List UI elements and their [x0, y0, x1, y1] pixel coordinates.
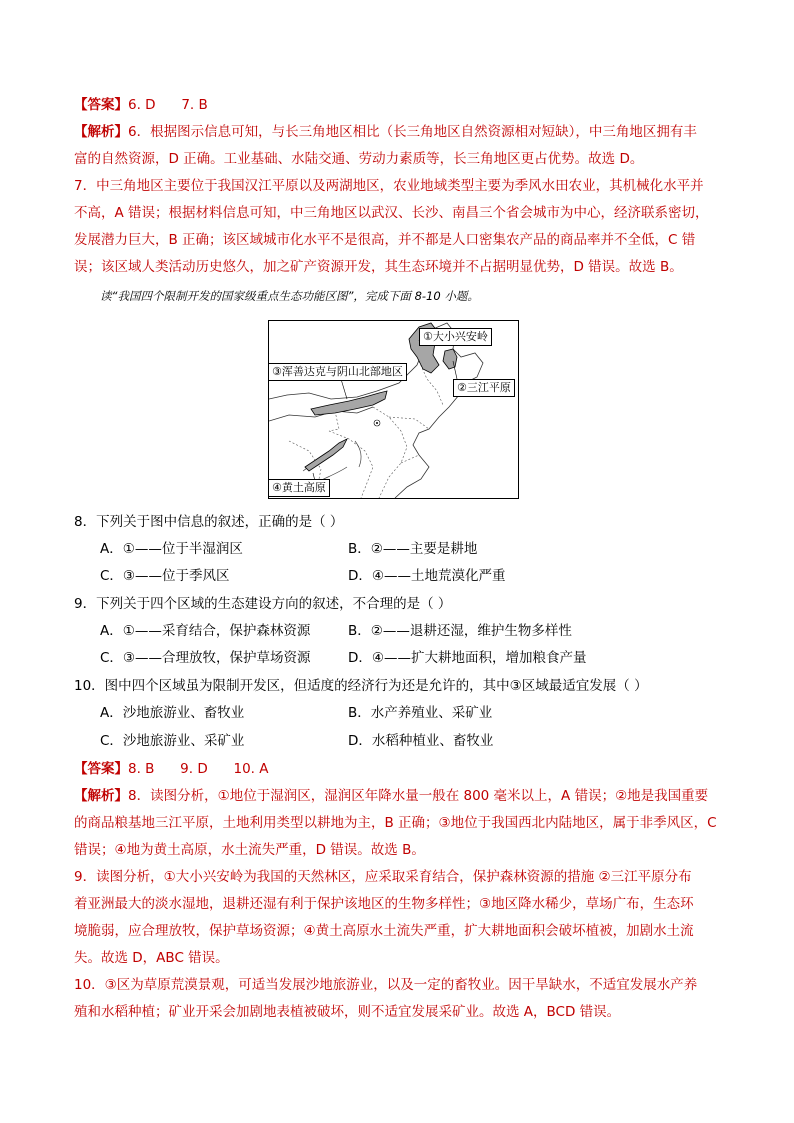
analysis-label: 【解析】 — [74, 788, 128, 804]
analysis-line: 殖和水稻种植；矿业开采会加剧地表植被破坏，则不适宜发展采矿业。故选 A，BCD 错误。 — [74, 1004, 621, 1020]
region-2-shape — [443, 349, 457, 369]
analysis-line: 10．③区为草原荒漠景观，可适当发展沙地旅游业，以及一定的畜牧业。因干旱缺水，不适宜发展水产养 — [74, 977, 698, 993]
q9-option-a: A．①——采育结合，保护森林资源 — [100, 623, 311, 639]
q8-option-a: A．①——位于半湿润区 — [100, 541, 243, 557]
q10-option-c: C．沙地旅游业、采矿业 — [100, 733, 245, 749]
question-10-stem: 10．图中四个区域虽为限制开发区，但适度的经济行为还是允许的，其中③区域最适宜发展（ ） — [74, 678, 648, 694]
analysis-line: 错误；④地为黄土高原，水土流失严重，D 错误。故选 B。 — [74, 842, 425, 858]
map-label-2: ②三江平原 — [453, 379, 515, 397]
map-label-1: ①大小兴安岭 — [419, 328, 492, 346]
answer-label: 【答案】 — [74, 761, 128, 777]
analysis-line: 境脆弱，应合理放牧，保护草场资源；④黄土高原水土流失严重，扩大耕地面积会破坏植被，加剧水土流 — [74, 923, 694, 939]
analysis-line — [74, 787, 734, 805]
q8-option-c: C．③——位于季风区 — [100, 568, 230, 584]
answer-label: 【答案】 — [74, 97, 128, 113]
analysis-text: 6．根据图示信息可知，与长三角地区相比（长三角地区自然资源相对短缺），中三角地区拥有丰 — [128, 124, 697, 140]
analysis-line: 误；该区域人类活动历史悠久，加之矿产资源开发，其生态环境并不占据明显优势，D 错误。故选 B。 — [74, 259, 683, 275]
answer-text: 6. D 7. B — [128, 97, 208, 113]
region-3-shape — [311, 391, 387, 415]
analysis-text: 8．读图分析，①地位于湿润区，湿润区年降水量一般在 800 毫米以上，A 错误；②地是我国重要 — [128, 788, 709, 804]
eco-zone-map — [268, 320, 519, 499]
analysis-line: 7．中三角地区主要位于我国汉江平原以及两湖地区，农业地域类型主要为季风水田农业，其机械化水平并 — [74, 178, 704, 194]
answer-line-6-7 — [74, 96, 734, 114]
analysis-line: 不高，A 错误；根据材料信息可知，中三角地区以武汉、长沙、南昌三个省会城市为中心，经济联系密切， — [74, 205, 709, 221]
question-9-stem: 9．下列关于四个区域的生态建设方向的叙述，不合理的是（ ） — [74, 596, 452, 612]
q8-option-b: B．②——主要是耕地 — [348, 541, 478, 557]
analysis-line: 富的自然资源，D 正确。工业基础、水陆交通、劳动力素质等，长三角地区更占优势。故选 D。 — [74, 151, 644, 167]
q9-option-d: D．④——扩大耕地面积，增加粮食产量 — [348, 650, 587, 666]
q10-option-d: D．水稻种植业、畜牧业 — [348, 733, 494, 749]
q9-option-b: B．②——退耕还湿，维护生物多样性 — [348, 623, 572, 639]
analysis-label: 【解析】 — [74, 124, 128, 140]
q10-option-a: A．沙地旅游业、畜牧业 — [100, 705, 245, 721]
analysis-line: 发展潜力巨大，B 正确；该区域城市化水平不是很高，并不都是人口密集农产品的商品率并不全低，C 错 — [74, 232, 696, 248]
q10-option-b: B．水产养殖业、采矿业 — [348, 705, 493, 721]
analysis-line: 着亚洲最大的淡水湿地，退耕还湿有利于保护该地区的生物多样性；③地区降水稀少，草场广布，生态环 — [74, 896, 694, 912]
analysis-line: 的商品粮基地三江平原，土地利用类型以耕地为主，B 正确；③地位于我国西北内陆地区，属于非季风区，C — [74, 815, 717, 831]
analysis-line — [74, 123, 734, 141]
q8-option-d: D．④——土地荒漠化严重 — [348, 568, 506, 584]
answer-line-8-10 — [74, 760, 734, 778]
region-4-shape — [305, 439, 347, 471]
question-8-stem: 8．下列关于图中信息的叙述，正确的是（ ） — [74, 514, 344, 530]
map-label-3: ③浑善达克与阴山北部地区 — [268, 363, 407, 381]
analysis-line: 失。故选 D，ABC 错误。 — [74, 950, 229, 966]
analysis-line: 9．读图分析，①大小兴安岭为我国的天然林区，应采取采育结合，保护森林资源的措施 ②三江平原分布 — [74, 869, 692, 885]
map-label-4: ④黄土高原 — [268, 479, 330, 497]
map-intro: 读“我国四个限制开发的国家级重点生态功能区图”，完成下面 8-10 小题。 — [100, 289, 479, 303]
q9-option-c: C．③——合理放牧，保护草场资源 — [100, 650, 311, 666]
answer-text: 8. B 9. D 10. A — [128, 761, 269, 777]
map-drawing — [269, 321, 518, 498]
